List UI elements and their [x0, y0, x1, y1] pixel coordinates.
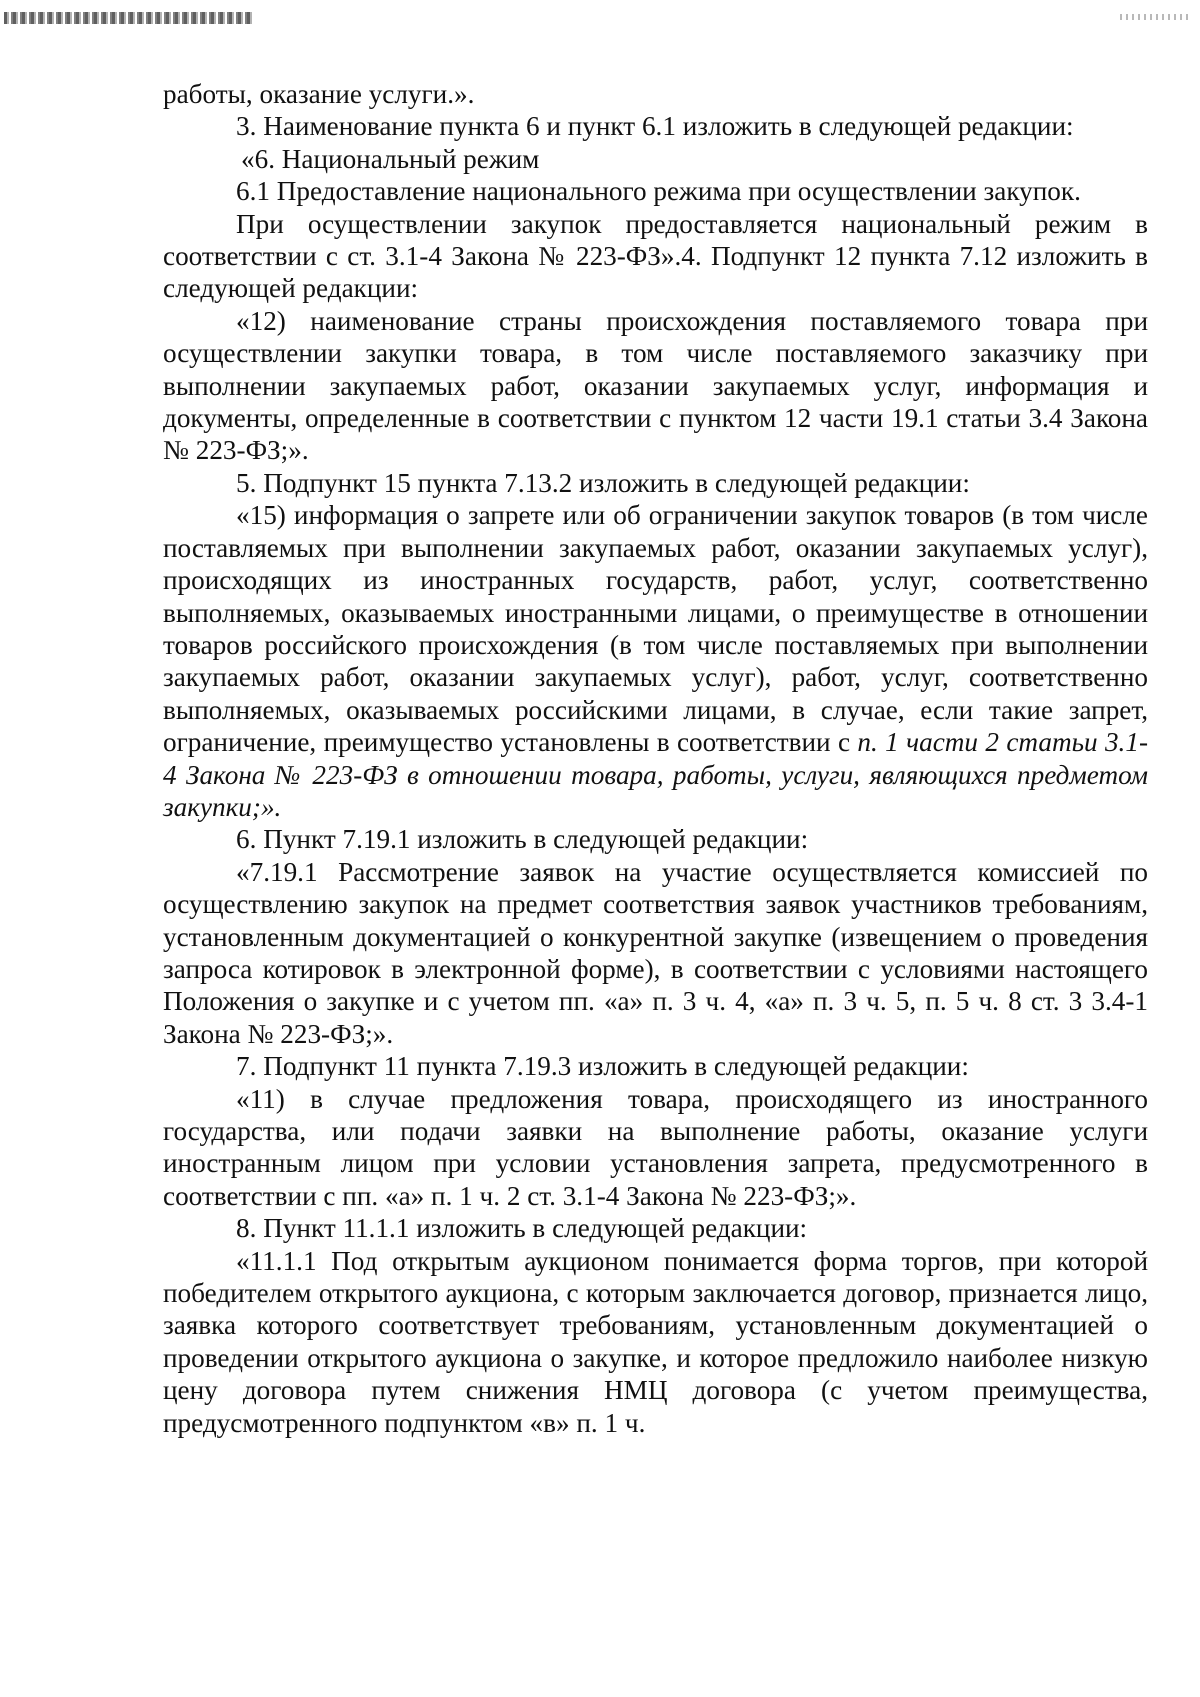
paragraph-subitem-15 [163, 499, 1148, 823]
section-heading-national-regime: «6. Национальный режим [241, 143, 540, 174]
document-body [163, 78, 1148, 1439]
paragraph-subitem-11: «11) в случае предложения товара, происходящего из иностранного государства, или подачи заявки на выполнение работы, оказание услуги иностранным лицом при условии установления запрета, предусмотренного в соответствии с пп. «а» п. 1 ч. 2 ст. 3.1-4 Закона № 223-ФЗ;». [163, 1083, 1148, 1211]
paragraph-national-regime-text: При осуществлении закупок предоставляется национальный режим в соответствии с ст. 3.1-4 Закона № 223-ФЗ».4. Подпункт 12 пункта 7.12 изложить в следующей редакции: [163, 208, 1148, 304]
paragraph-continuation: работы, оказание услуги.». [163, 79, 475, 109]
scan-artifact-right [1120, 14, 1190, 20]
paragraph-item-7: 7. Подпункт 11 пункта 7.19.3 изложить в следующей редакции: [236, 1051, 969, 1082]
paragraph-subitem-15-italic: п. 1 части 2 статьи 3.1-4 Закона № 223-ФЗ в отношении товара, работы, услуги, являющихся предметом закупки;». [163, 727, 1148, 822]
paragraph-7-19-1: «7.19.1 Рассмотрение заявок на участие осуществляется комиссией по осуществлению закупок на предмет соответствия заявок участников требованиям, установленным документацией о конкурентной закупке (извещением о проведения запроса котировок в электронной форме), в соответствии с условиями настоящего Положения о закупке и с учетом пп. «а» п. 3 ч. 4, «а» п. 3 ч. 5, п. 5 ч. 8 ст. 3 3.4-1 Закона № 223-ФЗ;». [163, 856, 1148, 1049]
paragraph-subitem-12: «12) наименование страны происхождения поставляемого товара при осуществлении закупки товара, в том числе поставляемого заказчику при выполнении закупаемых работ, оказании закупаемых услуг, информация и документы, определенные в соответствии с пунктом 12 части 19.1 статьи 3.4 Закона № 223-ФЗ;». [163, 305, 1148, 466]
paragraph-6-1: 6.1 Предоставление национального режима при осуществлении закупок. [236, 176, 1081, 207]
paragraph-item-8: 8. Пункт 11.1.1 изложить в следующей редакции: [236, 1213, 808, 1244]
paragraph-subitem-15-text: «15) информация о запрете или об ограничении закупок товаров (в том числе поставляемых при выполнении закупаемых работ, оказании закупаемых услуг), происходящих из иностранных государств, работ, услуг, соответственно выполняемых, оказываемых иностранными лицами, о преимуществе в отношении товаров российского происхождения (в том числе поставляемых при выполнении закупаемых работ, оказании закупаемых услуг), работ, услуг, соответственно выполняемых, оказываемых российскими лицами, в случае, если такие запрет, ограничение, преимущество установлены в соответствии с [163, 500, 1148, 758]
paragraph-item-3: 3. Наименование пункта 6 и пункт 6.1 изложить в следующей редакции: [236, 111, 1074, 142]
scan-artifact-left [4, 12, 254, 24]
paragraph-item-6: 6. Пункт 7.19.1 изложить в следующей редакции: [236, 824, 809, 855]
paragraph-item-5: 5. Подпункт 15 пункта 7.13.2 изложить в следующей редакции: [236, 467, 970, 498]
paragraph-11-1-1: «11.1.1 Под открытым аукционом понимается форма торгов, при которой победителем открытого аукциона, с которым заключается договор, признается лицо, заявка которого соответствует требованиям, установленным документацией о проведении открытого аукциона о закупке, и которое предложило наиболее низкую цену договора путем снижения НМЦ договора (с учетом преимущества, предусмотренного подпунктом «в» п. 1 ч. [163, 1245, 1148, 1438]
